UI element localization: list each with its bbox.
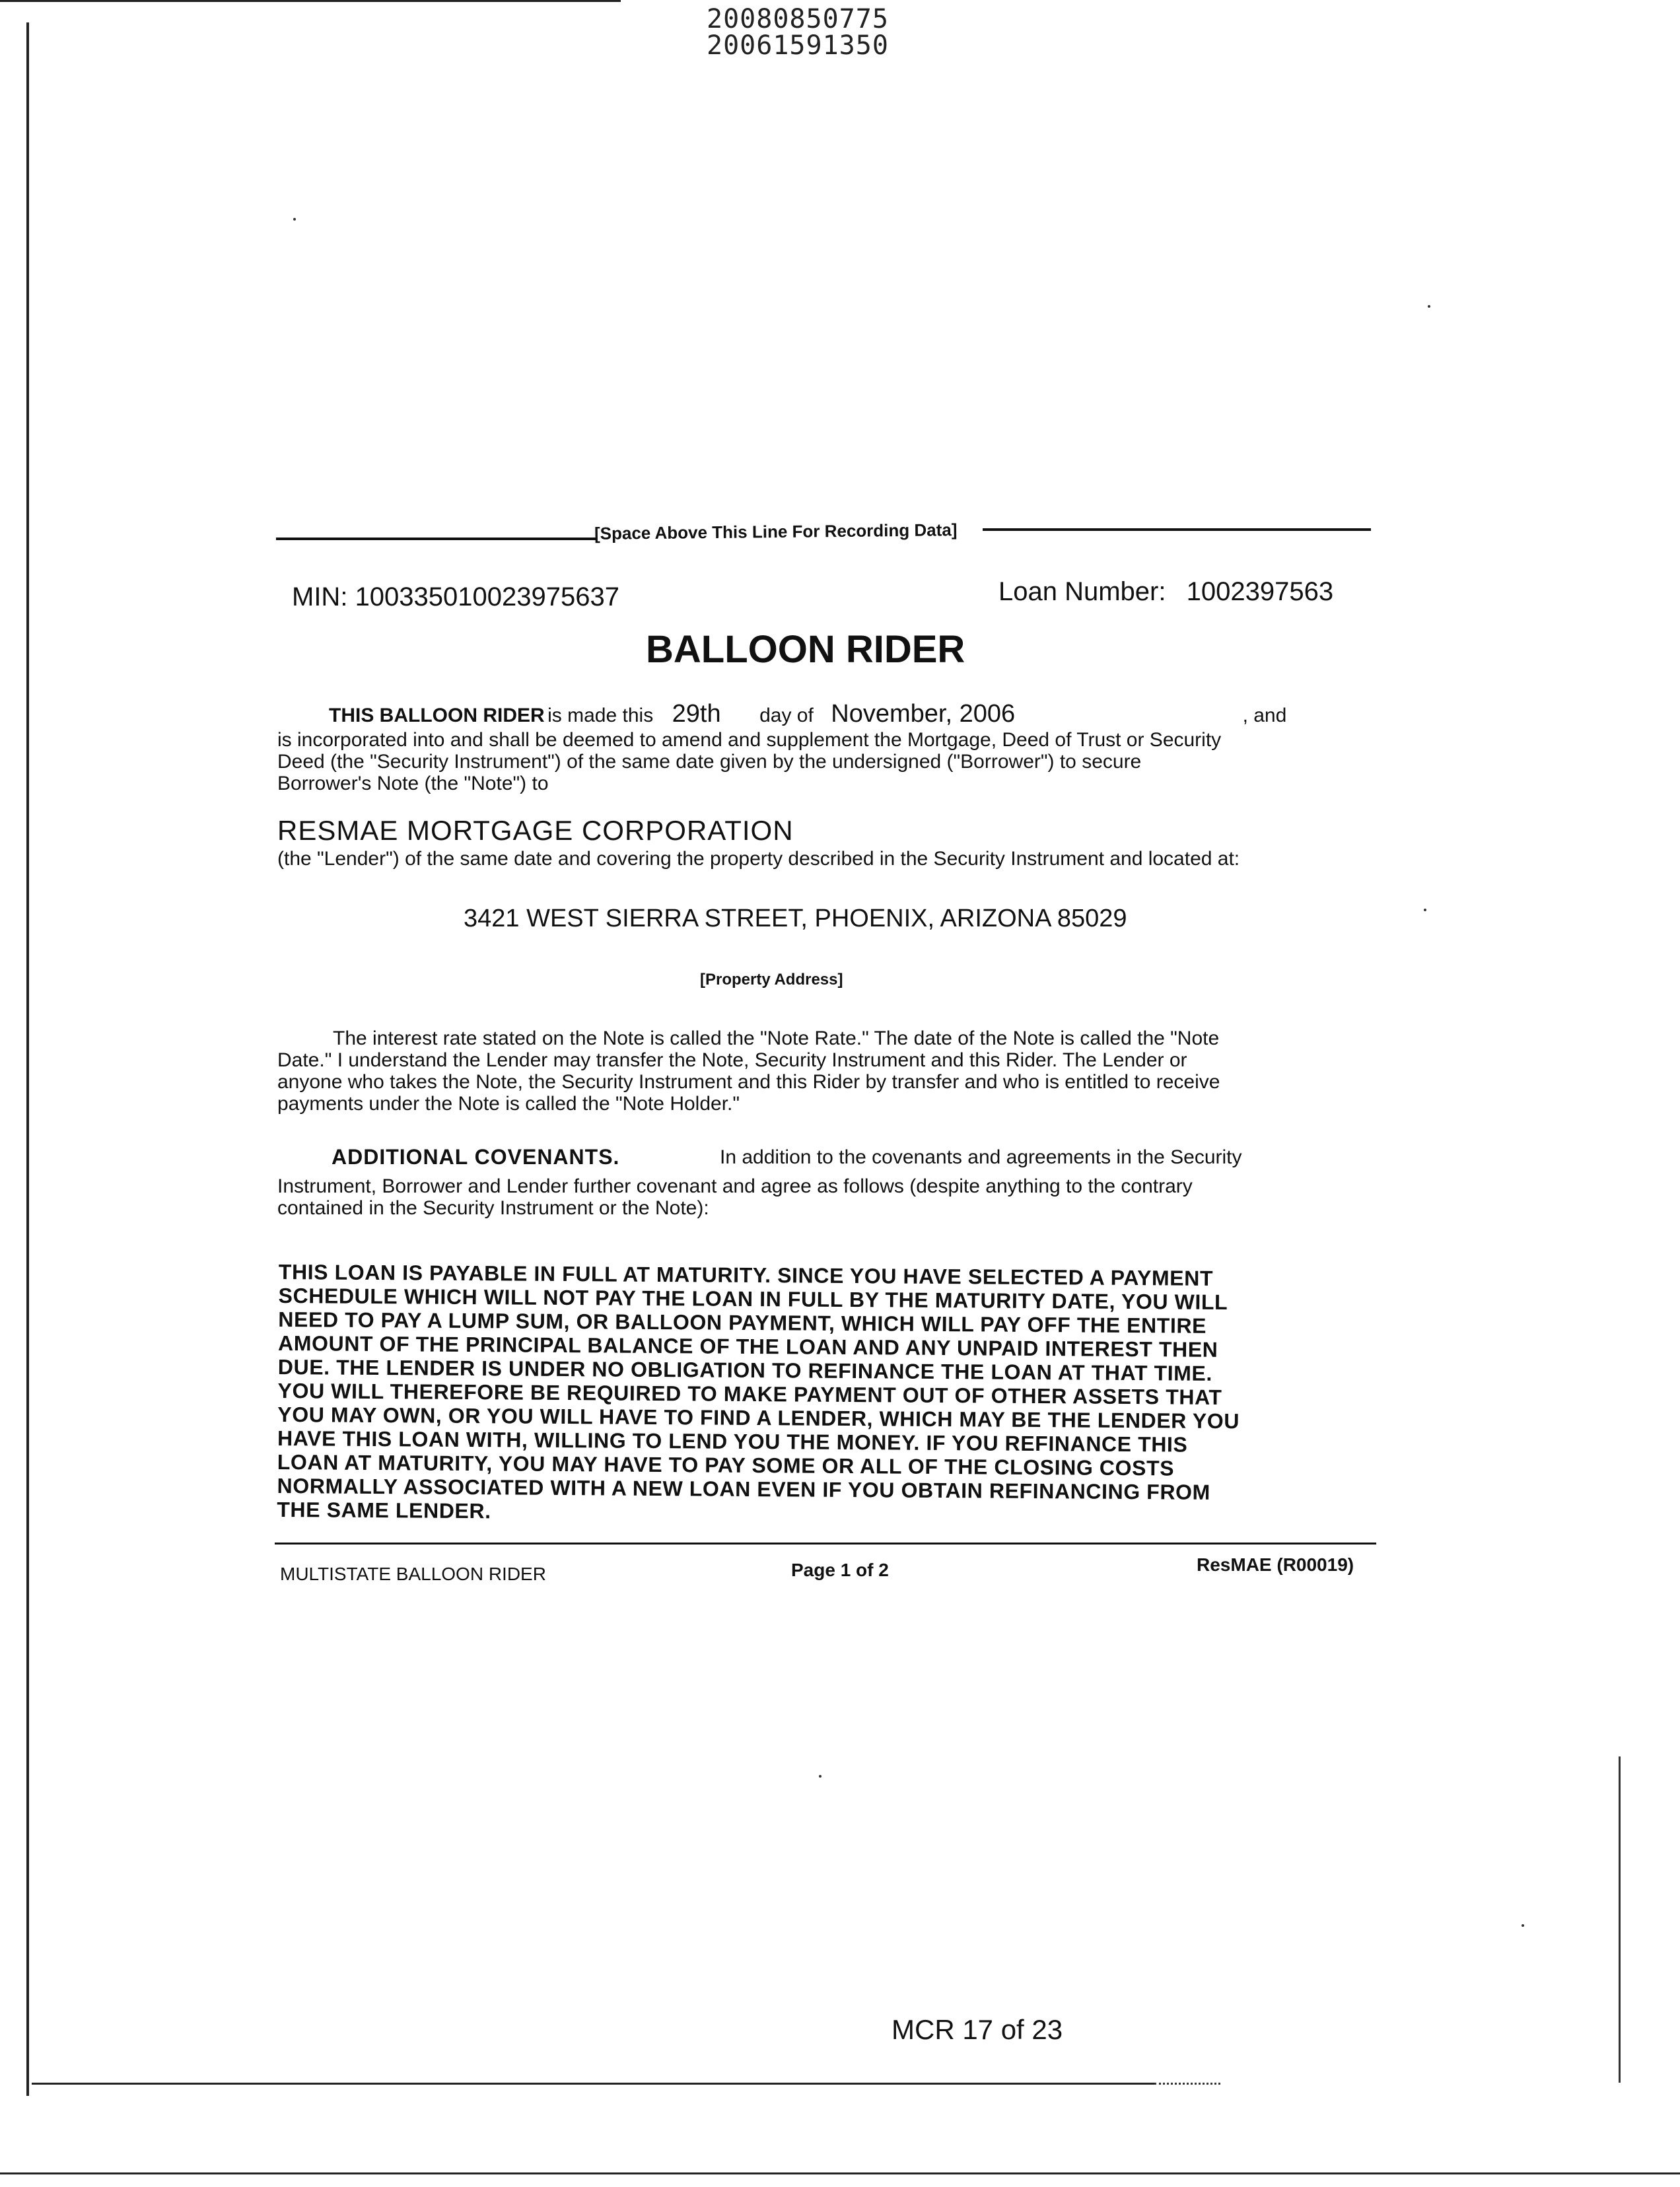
page-stamp: MCR 17 of 23 bbox=[892, 2014, 1063, 2045]
lender-name: RESMAE MORTGAGE CORPORATION bbox=[277, 815, 794, 846]
recording-rule-left bbox=[276, 538, 597, 540]
covenants-line: contained in the Security Instrument or the Note): bbox=[277, 1197, 709, 1219]
scan-speck bbox=[293, 218, 296, 221]
covenants-line: In addition to the covenants and agreements in the Security bbox=[720, 1146, 1242, 1168]
lender-line: (the "Lender") of the same date and covering the property described in the Security Instrument and located at: bbox=[277, 848, 1240, 870]
footer-rule bbox=[275, 1543, 1376, 1545]
note-paragraph-line: Date." I understand the Lender may transfer the Note, Security Instrument and this Rider. The Lender or bbox=[277, 1049, 1187, 1071]
loan-number-value: 1002397563 bbox=[1186, 577, 1334, 606]
warning-line: YOU MAY OWN, OR YOU WILL HAVE TO FIND A LENDER, WHICH MAY BE THE LENDER YOU bbox=[277, 1402, 1240, 1434]
note-paragraph-line: payments under the Note is called the "Note Holder." bbox=[277, 1093, 740, 1115]
warning-line: AMOUNT OF THE PRINCIPAL BALANCE OF THE LOAN AND ANY UNPAID INTEREST THEN bbox=[277, 1331, 1218, 1362]
warning-line: LOAN AT MATURITY, YOU MAY HAVE TO PAY SOME OR ALL OF THE CLOSING COSTS bbox=[277, 1449, 1175, 1480]
note-paragraph-line: The interest rate stated on the Note is called the "Note Rate." The date of the Note is called the "Note bbox=[333, 1027, 1220, 1049]
footer-form-code: ResMAE (R00019) bbox=[1197, 1554, 1354, 1575]
intro-month-year: November, 2006 bbox=[831, 700, 1016, 728]
warning-line: THE SAME LENDER. bbox=[277, 1497, 491, 1523]
scan-edge-left bbox=[26, 22, 29, 2096]
warning-line: SCHEDULE WHICH WILL NOT PAY THE LOAN IN FULL BY THE MATURITY DATE, YOU WILL bbox=[278, 1283, 1228, 1315]
warning-line: DUE. THE LENDER IS UNDER NO OBLIGATION TO REFINANCE THE LOAN AT THAT TIME. bbox=[277, 1354, 1213, 1385]
scan-speck bbox=[1424, 909, 1426, 911]
scan-speck bbox=[1428, 305, 1430, 308]
min-label: MIN: bbox=[292, 582, 348, 611]
intro-lead: THIS BALLOON RIDER bbox=[329, 705, 545, 726]
intro-made-this: is made this bbox=[547, 705, 654, 726]
covenants-line: Instrument, Borrower and Lender further covenant and agree as follows (despite anything to the contrary bbox=[277, 1175, 1193, 1197]
scan-edge-bottom-dotted bbox=[1154, 2083, 1220, 2085]
min-field bbox=[292, 582, 619, 612]
warning-line: THIS LOAN IS PAYABLE IN FULL AT MATURITY. SINCE YOU HAVE SELECTED A PAYMENT bbox=[278, 1260, 1214, 1290]
intro-day-of: day of bbox=[759, 705, 814, 726]
property-address: 3421 WEST SIERRA STREET, PHOENIX, ARIZONA 85029 bbox=[464, 905, 1127, 932]
scan-edge-right bbox=[1619, 1756, 1621, 2083]
recording-number: 20080850775 bbox=[707, 4, 889, 34]
warning-line: NORMALLY ASSOCIATED WITH A NEW LOAN EVEN IF YOU OBTAIN REFINANCING FROM bbox=[277, 1473, 1210, 1504]
intro-line: Deed (the "Security Instrument") of the same date given by the undersigned ("Borrower") to secure bbox=[277, 751, 1142, 773]
scan-speck bbox=[819, 1775, 822, 1778]
loan-number-label: Loan Number: bbox=[998, 577, 1166, 606]
recording-space-label: [Space Above This Line For Recording Data] bbox=[594, 520, 958, 543]
warning-line: YOU WILL THEREFORE BE REQUIRED TO MAKE PAYMENT OUT OF OTHER ASSETS THAT bbox=[277, 1378, 1222, 1409]
scan-edge-bottom bbox=[32, 2083, 1154, 2085]
warning-line: HAVE THIS LOAN WITH, WILLING TO LEND YOU THE MONEY. IF YOU REFINANCE THIS bbox=[277, 1426, 1188, 1457]
scan-speck bbox=[1522, 1924, 1524, 1927]
balloon-warning bbox=[277, 1260, 1388, 1529]
note-paragraph-line: anyone who takes the Note, the Security Instrument and this Rider by transfer and who is entitled to receive bbox=[277, 1071, 1220, 1093]
intro-day: 29th bbox=[672, 700, 721, 728]
loan-number-field bbox=[998, 577, 1333, 607]
intro-line: is incorporated into and shall be deemed to amend and supplement the Mortgage, Deed of Trust or Security bbox=[277, 729, 1222, 751]
min-value: 100335010023975637 bbox=[355, 582, 619, 611]
page-title: BALLOON RIDER bbox=[646, 628, 965, 671]
footer-form-name: MULTISTATE BALLOON RIDER bbox=[280, 1564, 546, 1584]
footer-page-number: Page 1 of 2 bbox=[791, 1560, 889, 1580]
covenants-heading: ADDITIONAL COVENANTS. bbox=[332, 1145, 620, 1169]
property-address-label: [Property Address] bbox=[700, 971, 843, 989]
intro-line: Borrower's Note (the "Note") to bbox=[277, 773, 549, 794]
intro-and: , and bbox=[1242, 705, 1287, 726]
warning-line: NEED TO PAY A LUMP SUM, OR BALLOON PAYMENT, WHICH WILL PAY OFF THE ENTIRE bbox=[278, 1307, 1207, 1338]
intro-line bbox=[329, 700, 1286, 728]
scan-edge-top bbox=[0, 0, 621, 2]
recording-number: 20061591350 bbox=[707, 30, 889, 61]
scan-edge-page-bottom bbox=[0, 2172, 1680, 2174]
recording-rule-right bbox=[983, 528, 1371, 531]
